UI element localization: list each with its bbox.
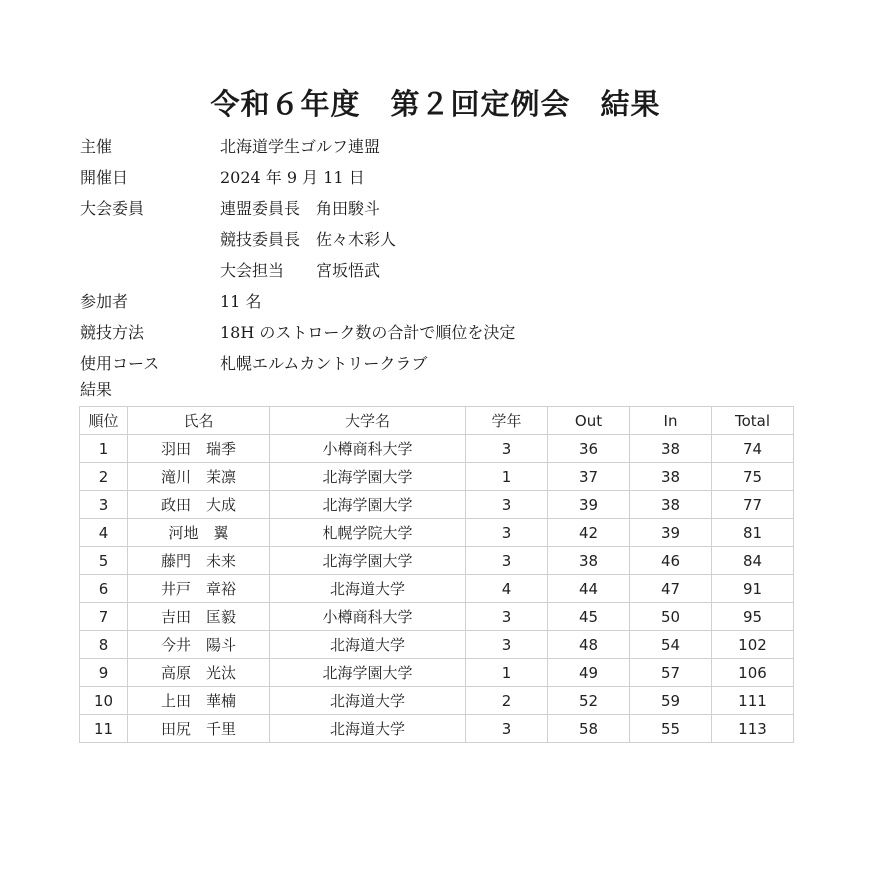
cell-out: 44 [548, 575, 630, 603]
info-value: 2024 年 9 月 11 日 [220, 168, 365, 187]
cell-name: 藤門 未来 [128, 547, 270, 575]
cell-university: 北海道大学 [270, 631, 466, 659]
cell-out: 39 [548, 491, 630, 519]
cell-grade: 1 [466, 659, 548, 687]
cell-name: 今井 陽斗 [128, 631, 270, 659]
event-info [80, 130, 780, 378]
cell-university: 北海学園大学 [270, 659, 466, 687]
cell-rank: 9 [80, 659, 128, 687]
cell-total: 77 [712, 491, 794, 519]
cell-rank: 5 [80, 547, 128, 575]
cell-university: 北海道大学 [270, 575, 466, 603]
info-label: 競技方法 [80, 323, 145, 342]
info-row-course [80, 347, 780, 378]
results-heading: 結果 [80, 380, 113, 399]
cell-university: 北海道大学 [270, 687, 466, 715]
table-header-row [80, 407, 794, 435]
info-value: 11 名 [220, 292, 262, 311]
cell-grade: 1 [466, 463, 548, 491]
cell-total: 102 [712, 631, 794, 659]
cell-out: 48 [548, 631, 630, 659]
cell-name: 政田 大成 [128, 491, 270, 519]
cell-rank: 7 [80, 603, 128, 631]
cell-name: 井戸 章裕 [128, 575, 270, 603]
cell-grade: 2 [466, 687, 548, 715]
cell-total: 81 [712, 519, 794, 547]
cell-out: 42 [548, 519, 630, 547]
info-label: 参加者 [80, 292, 129, 311]
cell-name: 田尻 千里 [128, 715, 270, 743]
cell-university: 北海学園大学 [270, 491, 466, 519]
cell-rank: 3 [80, 491, 128, 519]
info-row-participants [80, 285, 780, 316]
table-row [80, 491, 794, 519]
cell-in: 50 [630, 603, 712, 631]
info-row-organizer [80, 130, 780, 161]
info-label: 使用コース [80, 354, 160, 373]
cell-rank: 2 [80, 463, 128, 491]
info-value: 北海道学生ゴルフ連盟 [220, 137, 381, 156]
cell-out: 45 [548, 603, 630, 631]
cell-grade: 3 [466, 491, 548, 519]
cell-name: 滝川 茉凛 [128, 463, 270, 491]
cell-rank: 11 [80, 715, 128, 743]
info-label: 主催 [80, 137, 113, 156]
table-row [80, 519, 794, 547]
cell-total: 74 [712, 435, 794, 463]
cell-total: 84 [712, 547, 794, 575]
header-grade: 学年 [466, 407, 548, 435]
cell-university: 北海学園大学 [270, 463, 466, 491]
cell-university: 小樽商科大学 [270, 603, 466, 631]
cell-grade: 3 [466, 715, 548, 743]
table-row [80, 435, 794, 463]
info-value: 連盟委員長 角田駿斗 [220, 199, 381, 218]
header-name: 氏名 [128, 407, 270, 435]
cell-out: 36 [548, 435, 630, 463]
table-row [80, 631, 794, 659]
cell-university: 小樽商科大学 [270, 435, 466, 463]
header-total: Total [712, 407, 794, 435]
cell-grade: 3 [466, 547, 548, 575]
cell-rank: 1 [80, 435, 128, 463]
table-row [80, 575, 794, 603]
info-row-format [80, 316, 780, 347]
page-title: 令和６年度 第２回定例会 結果 [210, 87, 661, 121]
cell-grade: 3 [466, 435, 548, 463]
cell-total: 95 [712, 603, 794, 631]
cell-name: 上田 華楠 [128, 687, 270, 715]
cell-total: 106 [712, 659, 794, 687]
info-value: 大会担当 宮坂悟武 [220, 261, 381, 280]
cell-in: 54 [630, 631, 712, 659]
table-row [80, 715, 794, 743]
info-row-committee [80, 254, 780, 285]
cell-out: 38 [548, 547, 630, 575]
cell-rank: 8 [80, 631, 128, 659]
header-rank: 順位 [80, 407, 128, 435]
cell-in: 57 [630, 659, 712, 687]
info-label: 大会委員 [80, 199, 145, 218]
cell-out: 49 [548, 659, 630, 687]
header-in: In [630, 407, 712, 435]
cell-grade: 3 [466, 631, 548, 659]
cell-university: 札幌学院大学 [270, 519, 466, 547]
cell-in: 38 [630, 463, 712, 491]
table-row [80, 687, 794, 715]
cell-in: 55 [630, 715, 712, 743]
cell-total: 111 [712, 687, 794, 715]
cell-in: 59 [630, 687, 712, 715]
cell-name: 羽田 瑞季 [128, 435, 270, 463]
cell-name: 河地 翼 [128, 519, 270, 547]
results-body [80, 435, 794, 743]
cell-university: 北海学園大学 [270, 547, 466, 575]
info-value: 競技委員長 佐々木彩人 [220, 230, 397, 249]
info-row-committee [80, 192, 780, 223]
table-row [80, 463, 794, 491]
cell-grade: 4 [466, 575, 548, 603]
cell-total: 75 [712, 463, 794, 491]
header-university: 大学名 [270, 407, 466, 435]
info-value: 札幌エルムカントリークラブ [220, 354, 428, 373]
cell-rank: 6 [80, 575, 128, 603]
cell-in: 46 [630, 547, 712, 575]
cell-grade: 3 [466, 519, 548, 547]
cell-out: 52 [548, 687, 630, 715]
cell-out: 37 [548, 463, 630, 491]
table-row [80, 659, 794, 687]
cell-in: 39 [630, 519, 712, 547]
results-table [79, 406, 794, 743]
info-row-date [80, 161, 780, 192]
cell-total: 91 [712, 575, 794, 603]
cell-rank: 10 [80, 687, 128, 715]
info-row-committee [80, 223, 780, 254]
cell-rank: 4 [80, 519, 128, 547]
header-out: Out [548, 407, 630, 435]
cell-total: 113 [712, 715, 794, 743]
table-row [80, 547, 794, 575]
info-label: 開催日 [80, 168, 129, 187]
cell-in: 47 [630, 575, 712, 603]
cell-in: 38 [630, 435, 712, 463]
cell-university: 北海道大学 [270, 715, 466, 743]
info-value: 18H のストローク数の合計で順位を決定 [220, 323, 516, 342]
table-row [80, 603, 794, 631]
cell-name: 高原 光汰 [128, 659, 270, 687]
cell-name: 吉田 匡毅 [128, 603, 270, 631]
cell-grade: 3 [466, 603, 548, 631]
cell-out: 58 [548, 715, 630, 743]
cell-in: 38 [630, 491, 712, 519]
